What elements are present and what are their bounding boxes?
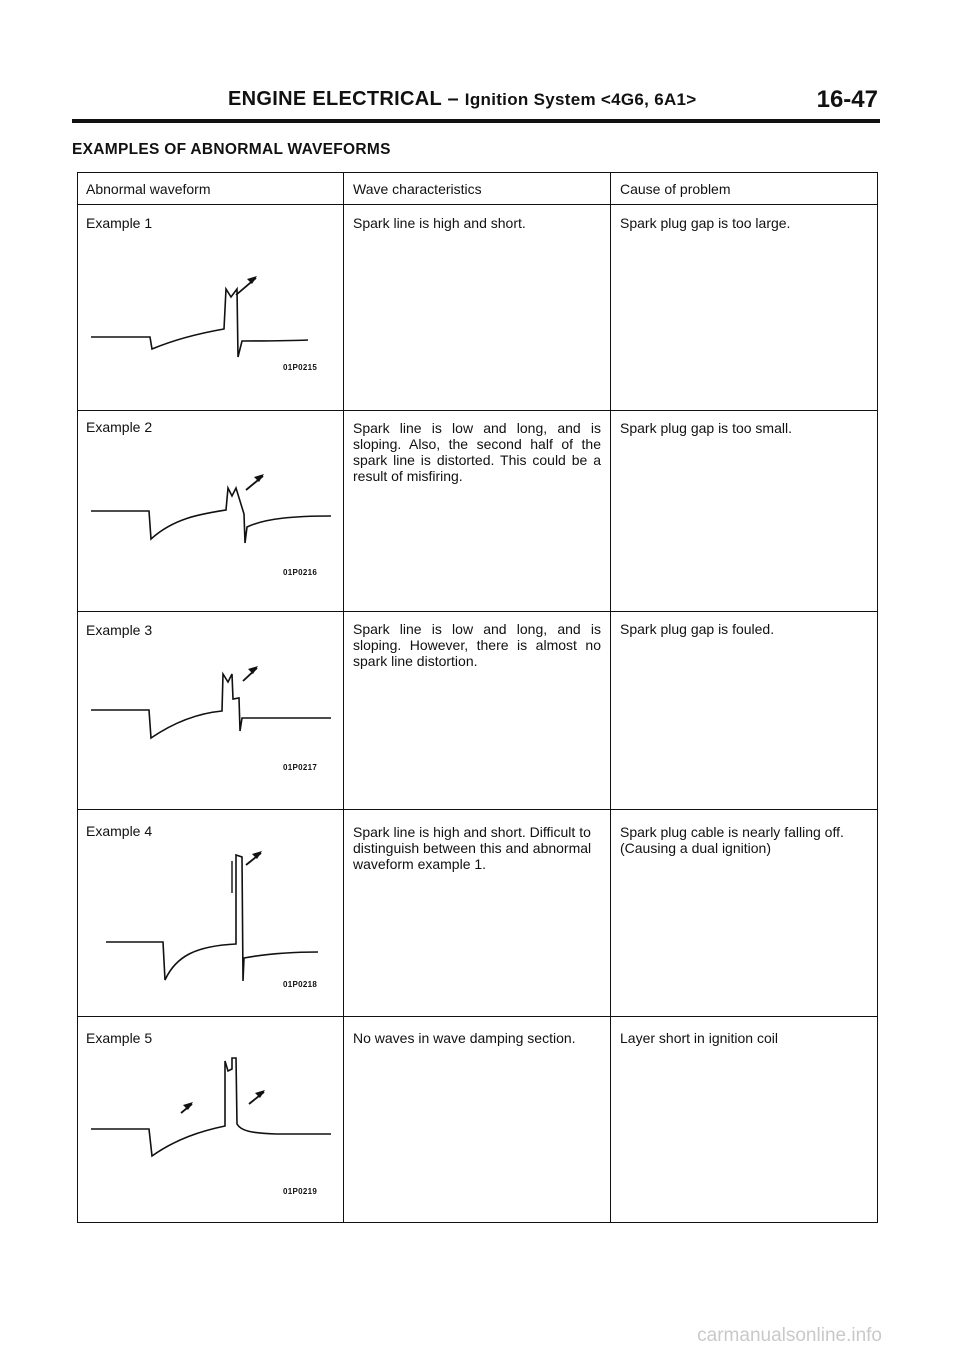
column-divider <box>610 173 611 1222</box>
wave-characteristics: Spark line is high and short. <box>353 215 526 231</box>
page-number: 16-47 <box>816 86 878 113</box>
waveform-figure <box>86 261 336 379</box>
example-label: Example 2 <box>86 419 153 435</box>
header-title-sub: Ignition System <4G6, 6A1> <box>464 90 697 109</box>
header-title-main: ENGINE ELECTRICAL <box>228 88 442 110</box>
cause-of-problem: Spark plug gap is fouled. <box>620 621 775 637</box>
cause-of-problem: Spark plug gap is too large. <box>620 215 791 231</box>
column-header-waveform: Abnormal waveform <box>86 181 211 197</box>
column-divider <box>343 173 344 1222</box>
waveform-figure <box>86 1046 336 1174</box>
column-header-cause: Cause of problem <box>620 181 731 197</box>
header-title-dash: – <box>447 88 459 110</box>
section-heading: EXAMPLES OF ABNORMAL WAVEFORMS <box>72 141 391 158</box>
example-label: Example 5 <box>86 1030 153 1046</box>
figure-code: 01P0217 <box>283 763 318 772</box>
figure-code: 01P0215 <box>283 363 318 372</box>
waveform-figure <box>86 651 336 761</box>
wave-characteristics: Spark line is high and short. Difficult to distinguish between this and abnormal waveform example 1. <box>353 824 592 872</box>
example-label: Example 3 <box>86 622 153 638</box>
column-header-characteristics: Wave characteristics <box>353 181 482 197</box>
figure-code: 01P0218 <box>283 980 318 989</box>
cause-of-problem: Spark plug gap is too small. <box>620 420 792 436</box>
page-header <box>72 86 880 122</box>
waveform-figure <box>86 448 336 568</box>
row-divider <box>78 611 877 612</box>
cause-of-problem: Spark plug cable is nearly falling off. (Causing a dual ignition) <box>620 824 844 856</box>
row-divider <box>78 410 877 411</box>
row-divider <box>78 809 877 810</box>
watermark: carmanualsonline.info <box>697 1325 882 1346</box>
header-rule <box>72 119 880 123</box>
example-label: Example 4 <box>86 823 153 839</box>
row-divider <box>78 204 877 205</box>
header-title <box>228 88 697 111</box>
example-label: Example 1 <box>86 215 153 231</box>
wave-characteristics: No waves in wave damping section. <box>353 1030 576 1046</box>
figure-code: 01P0219 <box>283 1187 318 1196</box>
wave-characteristics: Spark line is low and long, and is sloping. However, there is almost no spark line distortion. <box>353 621 601 669</box>
cause-of-problem: Layer short in ignition coil <box>620 1030 778 1046</box>
figure-code: 01P0216 <box>283 568 318 577</box>
waveform-figure <box>86 841 336 989</box>
row-divider <box>78 1016 877 1017</box>
wave-characteristics: Spark line is low and long, and is sloping. Also, the second half of the spark line is distorted. This could be a result of misfiring. <box>353 420 601 484</box>
waveform-table <box>77 172 878 1223</box>
